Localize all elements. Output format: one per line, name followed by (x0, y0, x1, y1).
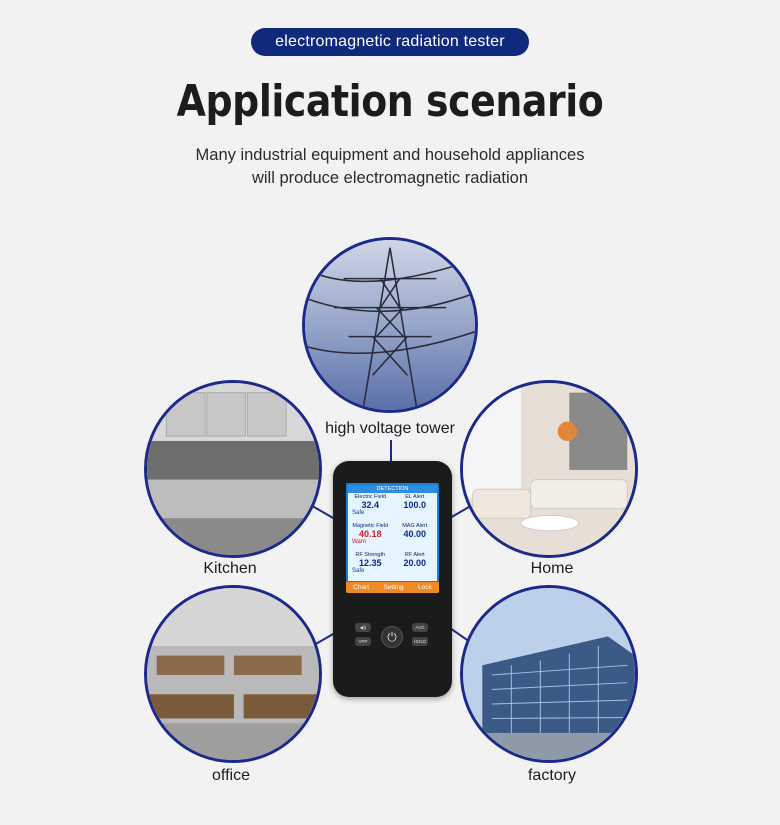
home-image (460, 380, 638, 558)
label-kitchen: Kitchen (203, 560, 257, 577)
label-office: office (212, 767, 250, 784)
rf-strength-cell: RF Strength 12.35 Safe (352, 552, 386, 574)
mag-alert-cell: MAG Alert 40.00 (402, 523, 428, 539)
high-voltage-tower-image (302, 237, 478, 413)
factory-image (460, 585, 638, 763)
radiation-tester-device (333, 461, 452, 697)
page-title: Application scenario (176, 76, 604, 127)
product-badge: electromagnetic radiation tester (251, 28, 529, 56)
label-home: Home (530, 560, 574, 577)
power-button[interactable]: ⏻ (381, 626, 403, 648)
screen-title: DETECTION (348, 485, 437, 493)
setting-softkey[interactable]: Setting (383, 584, 404, 591)
chart-softkey[interactable]: Chart (353, 584, 370, 591)
device-screen (346, 483, 439, 593)
lock-softkey[interactable]: Lock (418, 584, 432, 591)
screen-footer (346, 582, 439, 593)
rf-alert-cell: RF Alert 20.00 (403, 552, 427, 568)
vpp-button[interactable]: VPP (355, 637, 371, 646)
magnetic-field-cell: Magnetic Field 40.18 Warn (352, 523, 389, 545)
el-alert-cell: EL Alert 100.0 (403, 494, 427, 510)
hold-button[interactable]: HOLD (413, 639, 427, 644)
connector-tower (390, 440, 392, 462)
label-factory: factory (527, 767, 576, 784)
subtitle-line-1: Many industrial equipment and household appliances (195, 146, 585, 164)
electric-field-cell: Electric Field 32.4 Safe (352, 494, 386, 516)
avg-button[interactable]: AVG (412, 623, 428, 632)
subtitle-line-2: will produce electromagnetic radiation (251, 169, 529, 187)
kitchen-image (144, 380, 322, 558)
label-high-voltage-tower: high voltage tower (325, 420, 455, 437)
speaker-button[interactable]: ◀)) (355, 623, 371, 632)
office-image (144, 585, 322, 763)
